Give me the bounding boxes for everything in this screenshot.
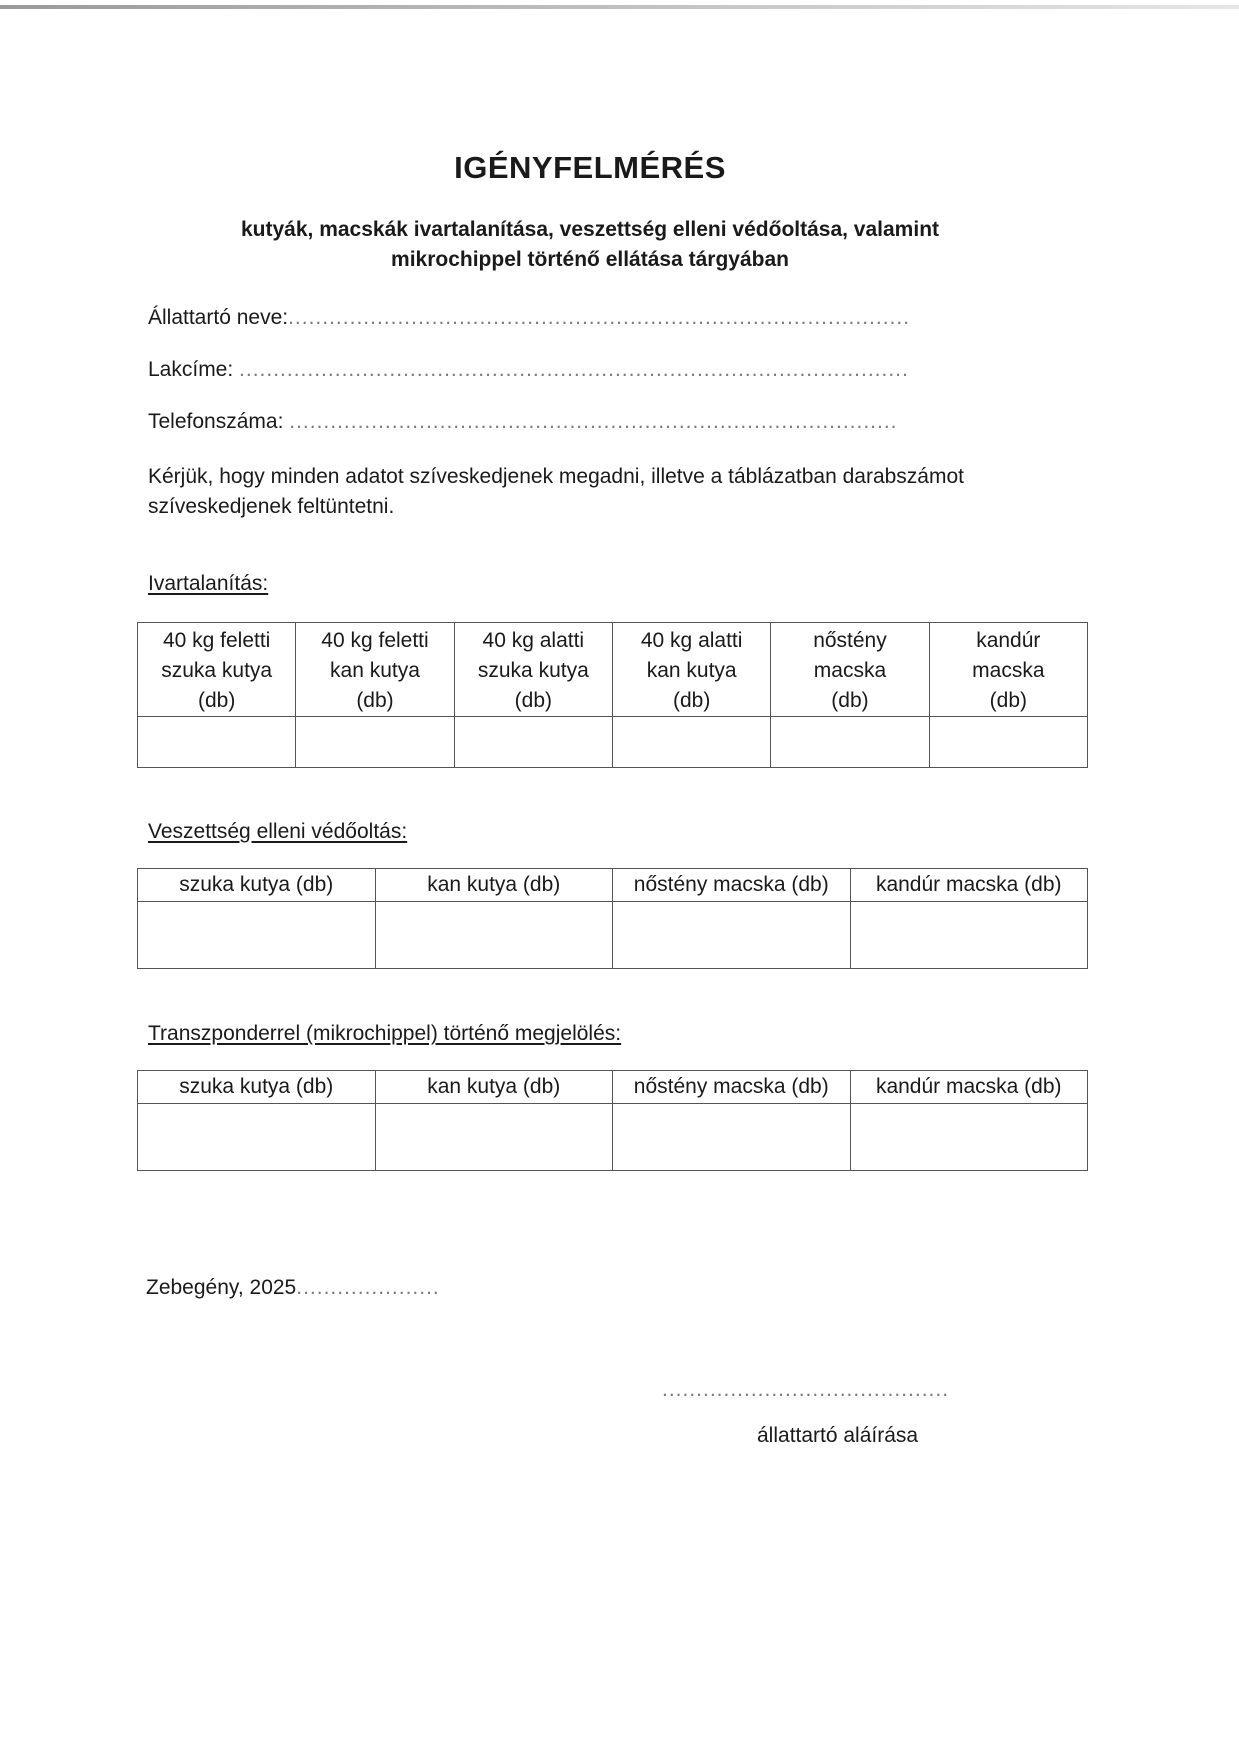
header-line: 40 kg alatti [482,629,585,652]
rabies-col-2-header: kan kutya (db) [375,869,613,902]
neutering-col-3-header [454,623,612,717]
header-line: (db) [356,689,394,712]
header-line: macska [972,659,1045,682]
rabies-input-cell-2[interactable] [375,902,613,969]
neutering-input-cell-6[interactable] [929,717,1087,768]
neutering-input-cell-1[interactable] [138,717,296,768]
rabies-header-row [138,869,1088,902]
microchip-entry-row [138,1104,1088,1171]
neutering-input-cell-2[interactable] [296,717,454,768]
header-line: 40 kg feletti [162,629,271,652]
address-field[interactable] [148,358,909,382]
header-line: (db) [672,689,711,712]
address-label: Lakcíme: [148,358,234,381]
neutering-header-row [138,623,1088,717]
microchip-input-cell-4[interactable] [850,1104,1088,1171]
microchip-col-2-header: kan kutya (db) [375,1071,613,1104]
header-line: (db) [831,689,869,712]
header-line: kandúr [976,629,1041,652]
owner-name-field[interactable] [148,306,910,330]
header-line: (db) [514,689,552,712]
subtitle [140,215,1040,275]
microchip-input-cell-2[interactable] [375,1104,613,1171]
microchip-header-row [138,1071,1088,1104]
header-line: (db) [197,689,236,712]
neutering-section-title: Ivartalanítás: [148,572,269,595]
phone-label: Telefonszáma: [148,410,284,433]
neutering-table [137,622,1088,768]
rabies-input-cell-1[interactable] [138,902,376,969]
rabies-col-1-header: szuka kutya (db) [138,869,376,902]
rabies-entry-row [138,902,1088,969]
subtitle-line-1: kutyák, macskák ivartalanítása, veszettség elleni védőoltása, valamint [240,218,940,241]
microchip-col-1-header: szuka kutya (db) [138,1071,376,1104]
neutering-col-1-header [138,623,296,717]
header-line: kan kutya [330,659,420,682]
header-line: (db) [989,689,1027,712]
header-line: nőstény [813,629,887,652]
neutering-col-6-header [929,623,1087,717]
instruction-note: Kérjük, hogy minden adatot szíveskedjenek megadni, illetve a táblázatban darabszámot szíveskedjenek feltüntetni. [148,465,964,518]
header-line: macska [813,659,887,682]
rabies-col-3-header: nőstény macska (db) [613,869,851,902]
header-line: 40 kg feletti [321,629,429,652]
neutering-entry-row [138,717,1088,768]
date-dots[interactable]: ..................... [296,1276,440,1299]
microchip-table [137,1070,1088,1171]
header-line: szuka kutya [161,659,273,682]
address-dots[interactable]: .................................................................................................. [239,358,909,381]
date-field[interactable] [146,1276,440,1300]
signature-label: állattartó aláírása [757,1424,919,1447]
microchip-section-title: Transzponderrel (mikrochippel) történő megjelölés: [148,1022,622,1045]
rabies-input-cell-4[interactable] [850,902,1088,969]
rabies-table [137,868,1088,969]
subtitle-line-2: mikrochippel történő ellátása tárgyában [391,248,789,271]
header-line: szuka kutya [477,659,589,682]
neutering-col-4-header [612,623,770,717]
phone-dots[interactable]: ......................................................................................... [289,410,898,433]
rabies-section-title: Veszettség elleni védőoltás: [148,820,408,843]
owner-name-label: Állattartó neve: [148,306,289,329]
microchip-col-4-header: kandúr macska (db) [850,1071,1088,1104]
neutering-input-cell-3[interactable] [454,717,612,768]
neutering-input-cell-5[interactable] [771,717,929,768]
rabies-col-4-header: kandúr macska (db) [850,869,1088,902]
owner-name-dots[interactable]: ........................................................................................... [288,306,911,329]
date-label: Zebegény, 2025 [146,1276,297,1299]
header-line: 40 kg alatti [640,629,743,652]
microchip-input-cell-3[interactable] [613,1104,851,1171]
microchip-col-3-header: nőstény macska (db) [613,1071,851,1104]
rabies-input-cell-3[interactable] [613,902,851,969]
phone-field[interactable] [148,410,898,434]
neutering-col-2-header [296,623,454,717]
header-line: kan kutya [646,659,737,682]
signature-line[interactable]: .......................................... [662,1378,950,1401]
microchip-input-cell-1[interactable] [138,1104,376,1171]
page-title: IGÉNYFELMÉRÉS [454,150,726,185]
neutering-col-5-header [771,623,929,717]
neutering-input-cell-4[interactable] [612,717,770,768]
